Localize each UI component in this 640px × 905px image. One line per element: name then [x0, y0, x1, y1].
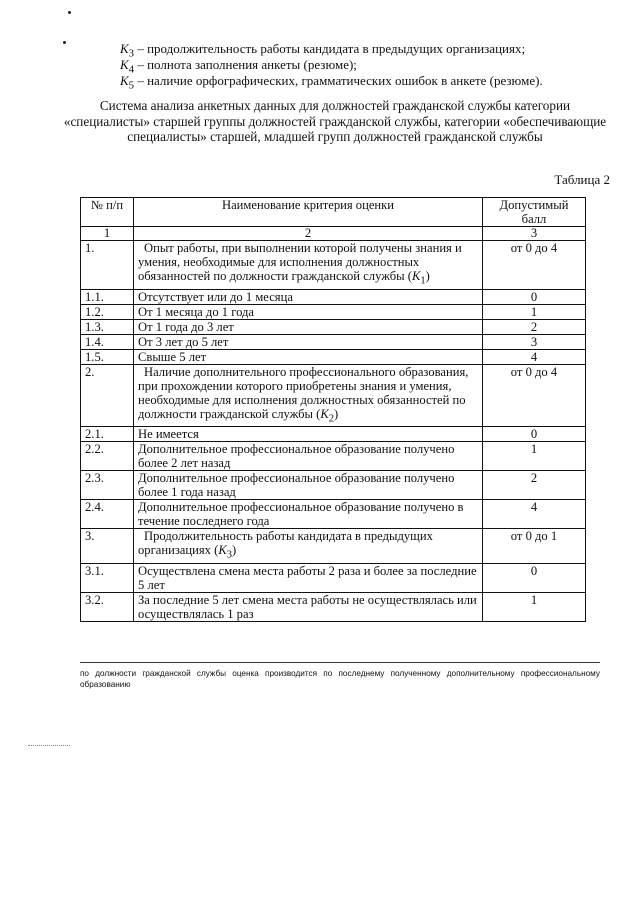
row-number: 1.3. — [81, 319, 134, 334]
header-num: № п/п — [81, 198, 134, 227]
table-caption: Таблица 2 — [554, 172, 610, 187]
row-number: 2.3. — [81, 471, 134, 500]
row-criterion — [134, 289, 483, 304]
row-criterion-code: K — [218, 543, 227, 558]
row-number: 2.4. — [81, 500, 134, 529]
row-number: 2. — [81, 364, 134, 427]
row-score: от 0 до 4 — [483, 364, 586, 427]
row-score: 1 — [483, 304, 586, 319]
table-row — [81, 563, 586, 592]
row-criterion-text: За последние 5 лет смена места работы не осуществлялась или осуществлялась 1 раз — [138, 592, 477, 621]
row-number: 2.1. — [81, 427, 134, 442]
row-criterion-text: Отсутствует или до 1 месяца — [138, 289, 293, 304]
row-criterion-text: Опыт работы, при выполнении которой получены знания и умения, необходимые для исполнения должностных обязанностей по должности гражданской службы — [138, 241, 462, 283]
row-criterion-text: Продолжительность работы кандидата в предыдущих организациях — [138, 529, 433, 558]
criteria-table — [80, 197, 586, 622]
row-score: от 0 до 4 — [483, 241, 586, 290]
table-row — [81, 427, 586, 442]
row-criterion-text: Дополнительное профессиональное образование получено в течение последнего года — [138, 500, 464, 529]
table-row — [81, 289, 586, 304]
table-row — [81, 304, 586, 319]
row-number: 1.5. — [81, 349, 134, 364]
row-score: 3 — [483, 334, 586, 349]
row-criterion-text: От 1 года до 3 лет — [138, 319, 234, 334]
row-number: 1.2. — [81, 304, 134, 319]
row-number: 1. — [81, 241, 134, 290]
table-row — [81, 349, 586, 364]
row-criterion — [134, 442, 483, 471]
row-score: 4 — [483, 349, 586, 364]
column-index-1: 1 — [81, 227, 134, 241]
row-score: от 0 до 1 — [483, 529, 586, 564]
row-criterion: Опыт работы, при выполнении которой получены знания и умения, необходимые для исполнения должностных обязанностей по должности гражданской службы $(K_1)$ — [134, 241, 483, 290]
row-criterion-text: Не имеется — [138, 427, 199, 442]
table-row — [81, 442, 586, 471]
row-number: 1.1. — [81, 289, 134, 304]
scan-mark — [63, 41, 66, 44]
row-criterion: Продолжительность работы кандидата в предыдущих организациях $(K_3)$ — [134, 529, 483, 564]
row-criterion — [134, 500, 483, 529]
row-score: 0 — [483, 289, 586, 304]
table-row — [81, 592, 586, 621]
row-number: 3. — [81, 529, 134, 564]
header-score: Допустимый балл — [483, 198, 586, 227]
row-criterion — [134, 319, 483, 334]
footnote: по должности гражданской службы оценка производится по последнему полученному дополнительному профессиональному образованию — [80, 669, 600, 689]
row-score: 2 — [483, 471, 586, 500]
row-criterion — [134, 471, 483, 500]
row-criterion-code-index: 1 — [420, 275, 426, 287]
scan-mark — [68, 11, 71, 14]
row-criterion — [134, 334, 483, 349]
row-criterion-text: Свыше 5 лет — [138, 349, 207, 364]
row-criterion-code: K — [411, 269, 421, 283]
criterion-k3-line: $K_3$ – продолжительность работы кандидата в предыдущих организациях; — [120, 41, 526, 60]
row-criterion-text: Дополнительное профессиональное образование получено более 2 лет назад — [138, 442, 455, 471]
criterion-k5-line: $K_5$ – наличие орфографических, грамматических ошибок в анкете (резюме). — [120, 73, 543, 92]
row-criterion-code: K — [320, 406, 329, 421]
scan-dotted-mark — [28, 745, 70, 746]
row-score: 1 — [483, 442, 586, 471]
row-score: 4 — [483, 500, 586, 529]
table-row — [81, 319, 586, 334]
row-criterion-text: От 1 месяца до 1 года — [138, 304, 255, 319]
criteria-rows — [81, 241, 586, 622]
table-row — [81, 241, 586, 290]
row-score: 2 — [483, 319, 586, 334]
row-criterion-code-index: 3 — [226, 549, 232, 561]
criterion-k4-line: $K_4$ – полнота заполнения анкеты (резюме); — [120, 57, 357, 76]
row-number: 2.2. — [81, 442, 134, 471]
section-heading: Система анализа анкетных данных для должностей гражданской службы категории «специалисты» старшей группы должностей гражданской службы, категории «обеспечивающие специалисты» старшей, младшей групп должностей гражданской службы — [63, 98, 607, 144]
table-row — [81, 334, 586, 349]
row-number: 1.4. — [81, 334, 134, 349]
row-number: 3.2. — [81, 592, 134, 621]
row-criterion — [134, 427, 483, 442]
table-header-row — [81, 198, 586, 227]
row-number: 3.1. — [81, 563, 134, 592]
row-score: 0 — [483, 427, 586, 442]
table-row — [81, 500, 586, 529]
row-criterion — [134, 592, 483, 621]
row-criterion-code-index: 2 — [328, 413, 335, 425]
row-score: 0 — [483, 563, 586, 592]
table-row — [81, 364, 586, 427]
row-criterion-text: Дополнительное профессиональное образование получено более 1 года назад — [138, 471, 455, 500]
row-criterion-text: Наличие дополнительного профессионального образования, при прохождении которого приобретены знания и умения, необходимые для исполнения должностных обязанностей по должности гражданской службы — [138, 364, 469, 421]
row-criterion-text: От 3 лет до 5 лет — [138, 334, 229, 349]
row-score: 1 — [483, 592, 586, 621]
column-index-3: 3 — [483, 227, 586, 241]
row-criterion-text: Осуществлена смена места работы 2 раза и более за последние 5 лет — [138, 563, 477, 592]
header-name: Наименование критерия оценки — [134, 198, 483, 227]
footnote-divider — [80, 662, 600, 663]
table-row — [81, 529, 586, 564]
table-row — [81, 471, 586, 500]
row-criterion — [134, 563, 483, 592]
row-criterion — [134, 349, 483, 364]
column-index-row — [81, 227, 586, 241]
row-criterion: Наличие дополнительного профессионального образования, при прохождении которого приобретены знания и умения, необходимые для исполнения должностных обязанностей по должности гражданской службы $(K_2)$ — [134, 364, 483, 427]
column-index-2: 2 — [134, 227, 483, 241]
row-criterion — [134, 304, 483, 319]
